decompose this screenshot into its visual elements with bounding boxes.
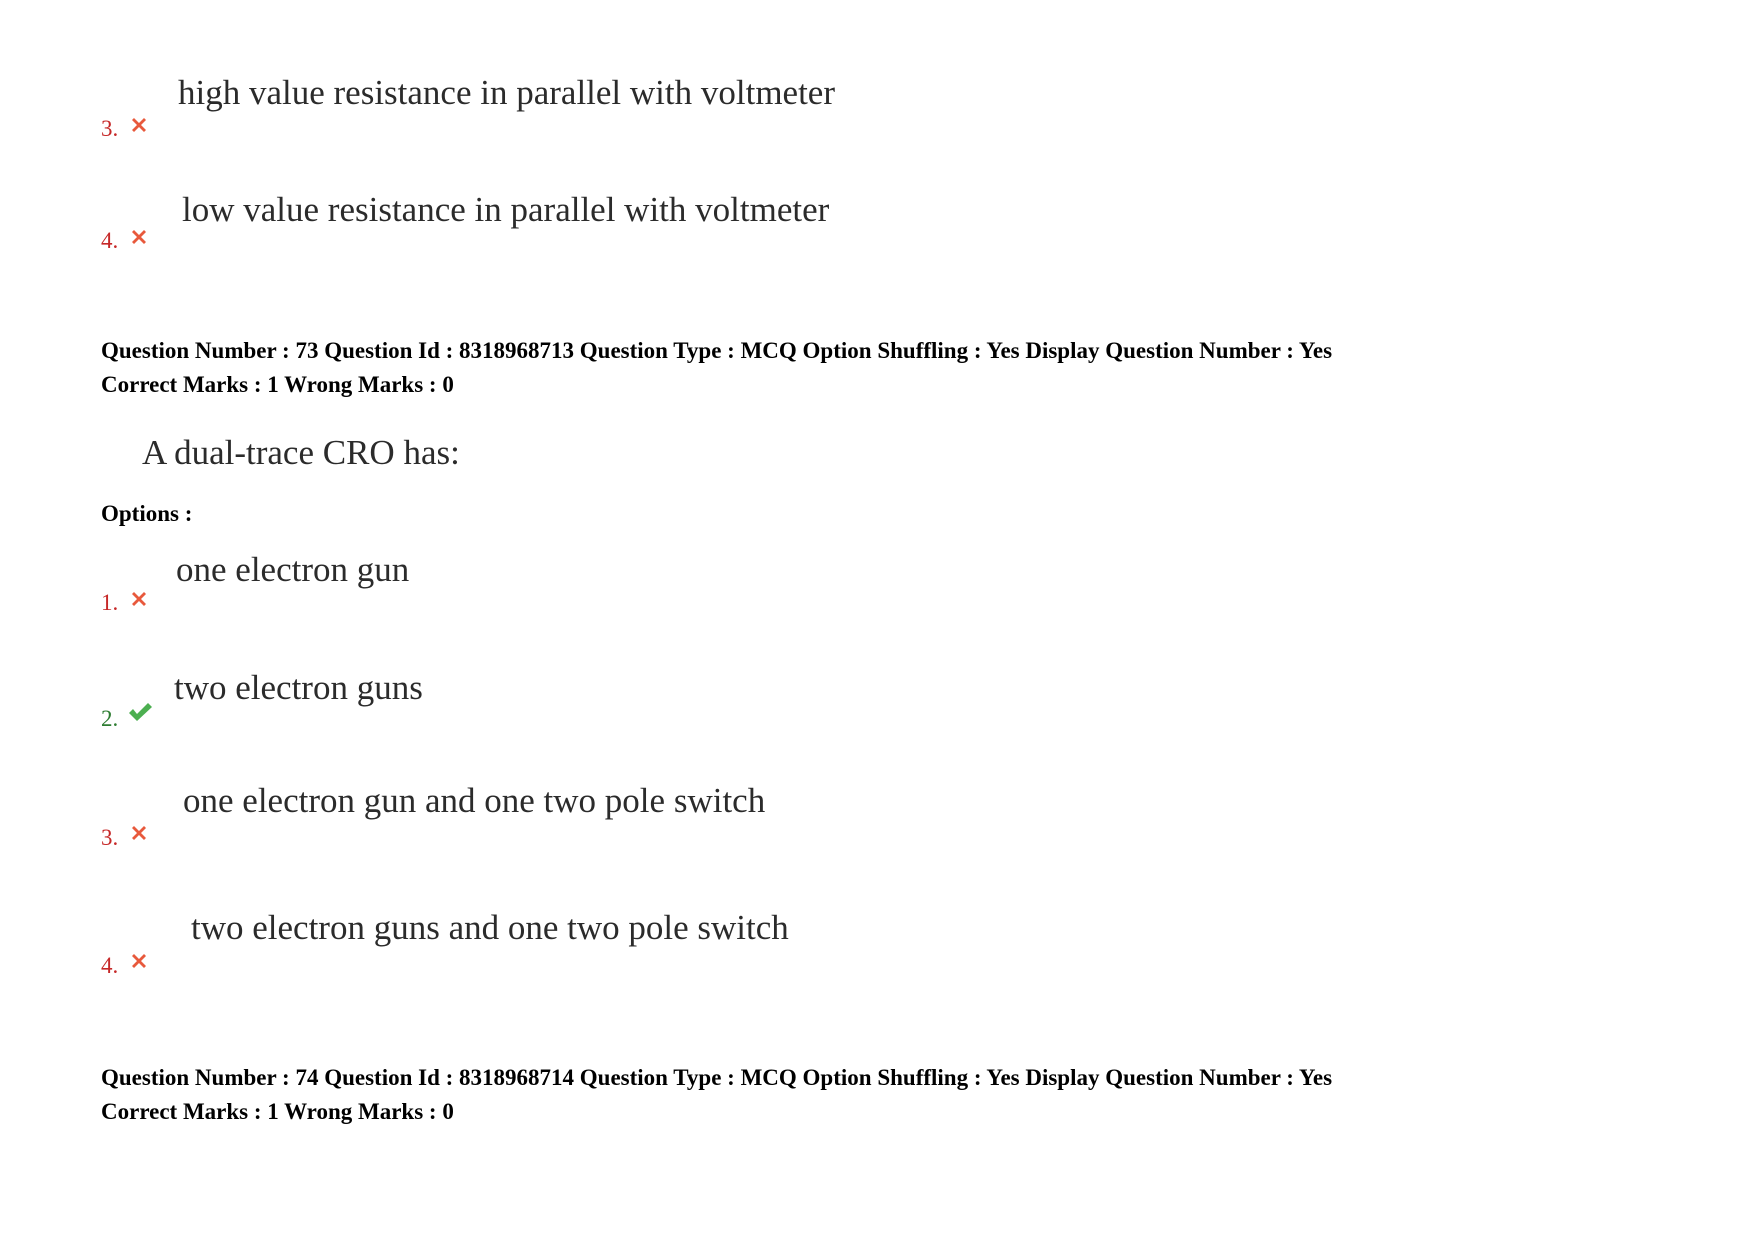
question-marks: Correct Marks : 1 Wrong Marks : 0	[101, 372, 454, 397]
cross-icon	[128, 950, 150, 972]
option-number: 4.	[101, 953, 119, 978]
option-text: one electron gun and one two pole switch	[183, 781, 766, 820]
option-number: 3.	[101, 116, 119, 141]
option-text: two electron guns and one two pole switch	[191, 908, 789, 947]
cross-icon	[128, 226, 150, 248]
option-number: 4.	[101, 228, 119, 253]
option-text: one electron gun	[176, 550, 410, 589]
question-meta: Question Number : 73 Question Id : 8318968713 Question Type : MCQ Option Shuffling : Yes Display Question Number : Yes	[101, 338, 1333, 363]
option-number: 2.	[101, 706, 119, 731]
question-meta: Question Number : 74 Question Id : 8318968714 Question Type : MCQ Option Shuffling : Yes Display Question Number : Yes	[101, 1065, 1333, 1090]
cross-icon	[128, 822, 150, 844]
check-icon	[127, 700, 153, 724]
question-stem: A dual-trace CRO has:	[142, 433, 460, 472]
options-label: Options :	[101, 501, 193, 526]
question-marks: Correct Marks : 1 Wrong Marks : 0	[101, 1099, 454, 1124]
option-number: 3.	[101, 825, 119, 850]
option-number: 1.	[101, 590, 119, 615]
option-text: two electron guns	[174, 668, 423, 707]
cross-icon	[128, 588, 150, 610]
cross-icon	[128, 114, 150, 136]
option-text: low value resistance in parallel with voltmeter	[182, 190, 830, 229]
option-text: high value resistance in parallel with voltmeter	[178, 73, 836, 112]
